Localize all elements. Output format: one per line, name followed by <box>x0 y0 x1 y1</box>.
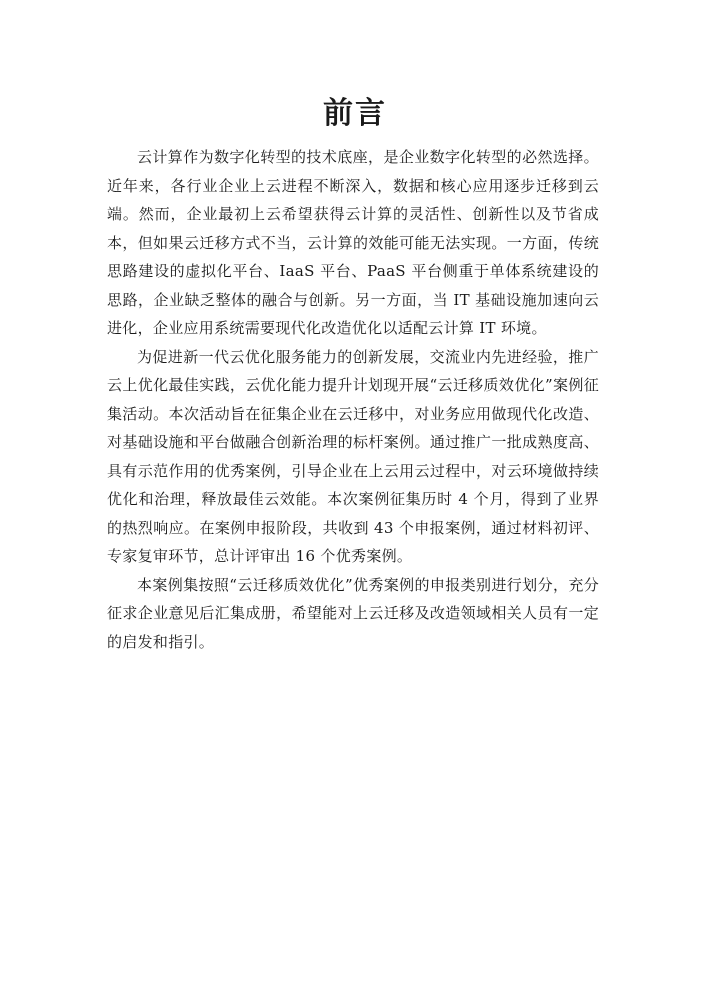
paragraph-1: 云计算作为数字化转型的技术底座，是企业数字化转型的必然选择。近年来，各行业企业上云进程不断深入，数据和核心应用逐步迁移到云端。然而，企业最初上云希望获得云计算的灵活性、创新性以及节省成本，但如果云迁移方式不当，云计算的效能可能无法实现。一方面，传统思路建设的虚拟化平台、IaaS 平台、PaaS 平台侧重于单体系统建设的思路，企业缺乏整体的融合与创新。另一方面，当 IT 基础设施加速向云进化，企业应用系统需要现代化改造优化以适配云计算 IT 环境。 <box>107 148 599 337</box>
paragraph-2: 为促进新一代云优化服务能力的创新发展，交流业内先进经验，推广云上优化最佳实践，云优化能力提升计划现开展“云迁移质效优化”案例征集活动。本次活动旨在征集企业在云迁移中，对业务应用做现代化改造、对基础设施和平台做融合创新治理的标杆案例。通过推广一批成熟度高、具有示范作用的优秀案例，引导企业在上云用云过程中，对云环境做持续优化和治理，释放最佳云效能。本次案例征集历时 4 个月，得到了业界的热烈响应。在案例申报阶段，共收到 43 个申报案例，通过材料初评、专家复审环节，总计评审出 16 个优秀案例。 <box>107 347 599 565</box>
paragraph-3: 本案例集按照“云迁移质效优化”优秀案例的申报类别进行划分，充分征求企业意见后汇集成册，希望能对上云迁移及改造领域相关人员有一定的启发和指引。 <box>107 575 599 651</box>
page-title: 前言 <box>323 96 387 131</box>
document-body <box>107 143 599 656</box>
